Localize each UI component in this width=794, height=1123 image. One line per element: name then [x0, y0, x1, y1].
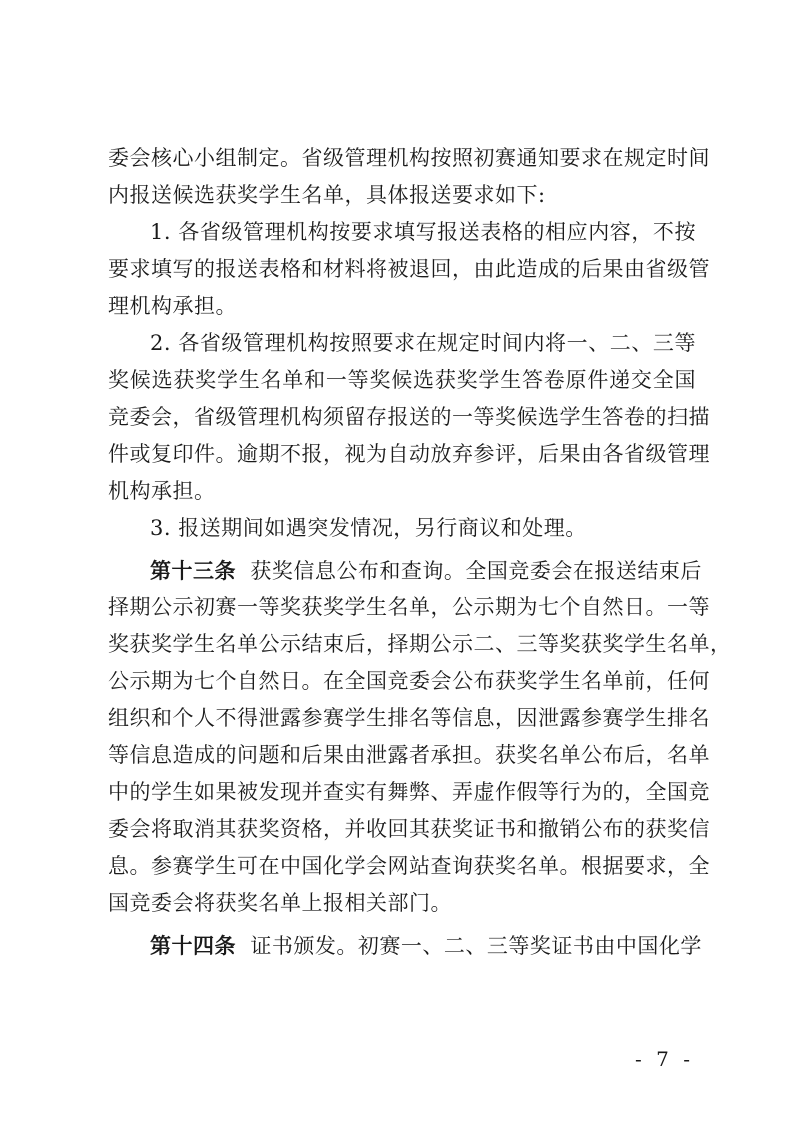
article-13-line: 公示期为七个自然日。在全国竞委会公布获奖学生名单前，任何	[108, 669, 710, 693]
list-item-2-line: 奖候选获奖学生名单和一等奖候选获奖学生答卷原件递交全国	[108, 368, 696, 392]
list-item-3-line: 3. 报送期间如遇突发情况，另行商议和处理。	[150, 516, 587, 540]
article-14-title: 第十四条	[150, 933, 236, 958]
list-item-1-line: 理机构承担。	[108, 294, 237, 318]
article-13-line: 择期公示初赛一等奖获奖学生名单，公示期为七个自然日。一等	[108, 595, 710, 619]
page-number: - 7 -	[635, 1047, 694, 1071]
document-body	[108, 140, 732, 964]
article-13-line: 委会将取消其获奖资格，并收回其获奖证书和撤销公布的获奖信	[108, 817, 710, 841]
article-13-line: 奖获奖学生名单公示结束后，择期公示二、三等奖获奖学生名单，	[108, 632, 732, 656]
list-item-1-line: 要求填写的报送表格和材料将被退回，由此造成的后果由省级管	[108, 257, 710, 281]
list-item-1-line: 1. 各省级管理机构按要求填写报送表格的相应内容，不按	[150, 220, 696, 244]
list-item-2-line: 机构承担。	[108, 479, 216, 503]
article-13-title: 第十三条	[150, 558, 236, 583]
paragraph-line: 委会核心小组制定。省级管理机构按照初赛通知要求在规定时间	[108, 146, 710, 170]
article-13-text: 获奖信息公布和查询。全国竞委会在报送结束后	[250, 559, 702, 583]
list-item-2-line: 件或复印件。逾期不报，视为自动放弃参评，后果由各省级管理	[108, 442, 710, 466]
list-item-2-line: 2. 各省级管理机构按照要求在规定时间内将一、二、三等	[150, 331, 696, 355]
article-13-line: 国竞委会将获奖名单上报相关部门。	[108, 891, 452, 915]
article-13-first-line	[108, 552, 702, 589]
article-14-text: 证书颁发。初赛一、二、三等奖证书由中国化学	[250, 934, 702, 958]
article-14-first-line	[108, 927, 702, 964]
paragraph-line: 内报送候选获奖学生名单，具体报送要求如下:	[108, 183, 546, 207]
article-13-line: 息。参赛学生可在中国化学会网站查询获奖名单。根据要求，全	[108, 854, 710, 878]
article-13-line: 等信息造成的问题和后果由泄露者承担。获奖名单公布后，名单	[108, 743, 710, 767]
list-item-2-line: 竞委会，省级管理机构须留存报送的一等奖候选学生答卷的扫描	[108, 405, 710, 429]
article-13-line: 组织和个人不得泄露参赛学生排名等信息，因泄露参赛学生排名	[108, 706, 710, 730]
article-13-line: 中的学生如果被发现并查实有舞弊、弄虚作假等行为的，全国竞	[108, 780, 710, 804]
